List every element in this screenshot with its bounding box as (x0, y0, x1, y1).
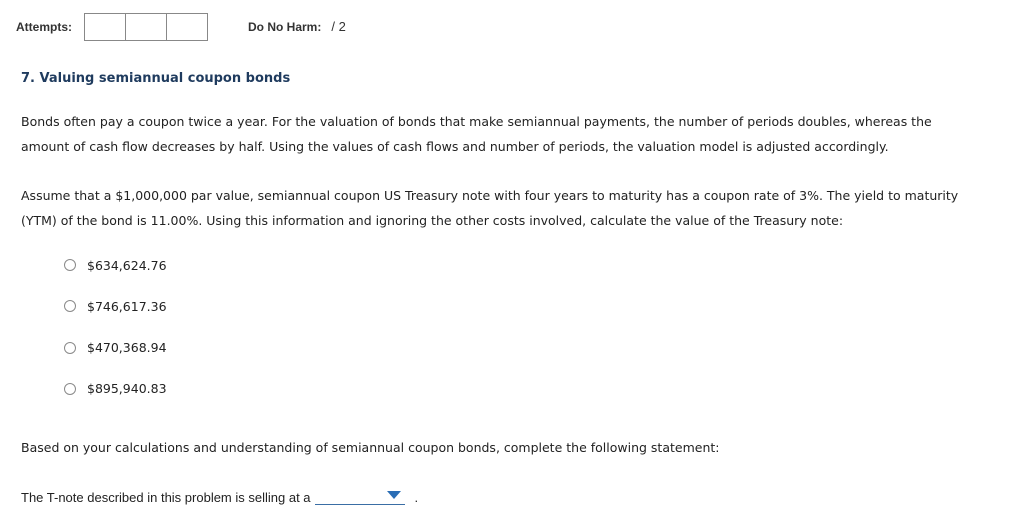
intro-paragraph: Bonds often pay a coupon twice a year. For the valuation of bonds that make semiannual payments, the number of periods doubles, whereas the amount of cash flow decreases by half. Using the values of cash flows and number of periods, the valuation model is adjusted accordingly. (21, 114, 932, 154)
answer-option-4[interactable] (64, 380, 167, 398)
answer-option-label[interactable]: $634,624.76 (87, 257, 167, 273)
answer-options (64, 256, 167, 421)
fill-in-statement (21, 486, 418, 505)
answer-option-label[interactable]: $470,368.94 (87, 340, 167, 356)
premium-discount-dropdown[interactable] (315, 486, 405, 505)
radio-button[interactable] (64, 383, 76, 395)
statement-instruction: Based on your calculations and understanding of semiannual coupon bonds, complete the following statement: (21, 440, 720, 455)
attempt-box (126, 14, 167, 40)
caret-down-icon[interactable] (387, 491, 401, 499)
question-title: 7. Valuing semiannual coupon bonds (21, 71, 291, 86)
header-bar (16, 12, 346, 41)
answer-option-1[interactable] (64, 256, 167, 274)
attempt-box (167, 14, 207, 40)
attempt-box (85, 14, 126, 40)
radio-button[interactable] (64, 300, 76, 312)
answer-option-2[interactable] (64, 297, 167, 315)
do-no-harm-label: Do No Harm: (248, 19, 322, 34)
statement-suffix: . (414, 490, 419, 505)
attempts-tracker (84, 13, 208, 41)
problem-paragraph: Assume that a $1,000,000 par value, semiannual coupon US Treasury note with four years to maturity has a coupon rate of 3%. The yield to maturity (YTM) of the bond is 11.00%. Using this information and ignoring the other costs involved, calculate the value of the Treasury note: (21, 188, 959, 228)
radio-button[interactable] (64, 259, 76, 271)
do-no-harm (248, 19, 346, 34)
answer-option-3[interactable] (64, 339, 167, 357)
statement-prefix: The T-note described in this problem is selling at a (21, 490, 311, 505)
answer-option-label[interactable]: $746,617.36 (87, 298, 167, 314)
answer-option-label[interactable]: $895,940.83 (87, 381, 167, 397)
attempts-label: Attempts: (16, 19, 72, 34)
radio-button[interactable] (64, 342, 76, 354)
do-no-harm-score: / 2 (331, 19, 346, 34)
